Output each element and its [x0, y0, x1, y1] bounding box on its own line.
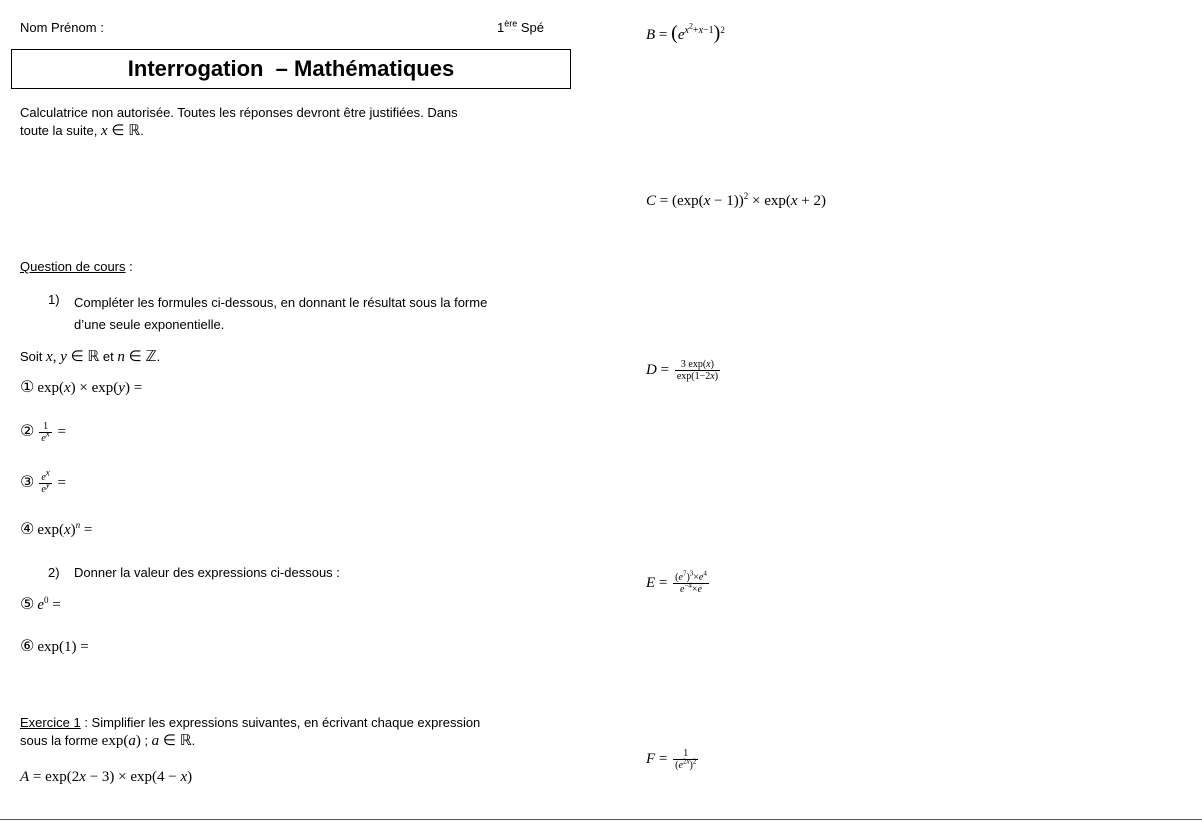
formula-item-4: ④ $\exp(x)^n$ =	[20, 519, 93, 538]
expression-b: $B = (e^{x^2+x-1})^2$	[646, 21, 725, 44]
q1-line-2: d’une seule exponentielle.	[74, 317, 225, 332]
intro-paragraph	[20, 104, 560, 140]
page-bottom-divider	[0, 819, 1202, 820]
formula-item-3: ③ $\frac{e^x}{e^y}$ =	[20, 467, 67, 496]
expression-e-label: E	[646, 574, 656, 591]
q2-text: Donner la valeur des expressions ci-dessous :	[74, 565, 340, 580]
circle-2-icon: ②	[20, 421, 35, 440]
q1-number: 1)	[48, 292, 60, 307]
intro-line-1: Calculatrice non autorisée. Toutes les réponses devront être justifiées. Dans	[20, 105, 458, 120]
expression-b-label: B	[646, 27, 656, 43]
circle-1-icon: ①	[20, 377, 35, 396]
formula-item-5: ⑤ $e^0$ =	[20, 594, 61, 613]
exercice1-paragraph	[20, 714, 560, 750]
expression-f: F = $\frac{1}{(e^{2x})^2}$	[646, 748, 697, 771]
expression-c-label: C	[646, 193, 657, 209]
formula-item-2: ② $\frac{1}{e^x}$ =	[20, 421, 67, 445]
soit-et: et	[99, 349, 118, 364]
class-number: 1	[497, 20, 505, 35]
expression-a-label: A	[20, 769, 30, 785]
class-text: Spé	[520, 20, 545, 35]
exercice1-line-2-sep: ;	[140, 733, 152, 748]
page-title	[11, 49, 571, 89]
expression-c: $C = (\exp(x - 1))^2 \times \exp(x + 2)$	[646, 191, 827, 209]
expression-e: E = $\frac{(e^7)^3\times e^4}{e^{-4}\times e}$	[646, 569, 707, 595]
class-label	[497, 20, 544, 35]
soit-text: Soit	[20, 349, 47, 364]
q2-number: 2)	[48, 565, 60, 580]
cours-heading	[20, 259, 133, 274]
expression-a: A = exp(2x − 3) × exp(4 − x)	[20, 769, 193, 785]
class-sup: ère	[504, 18, 518, 29]
name-label: Nom Prénom :	[20, 20, 104, 35]
exercice1-line-2-text: sous la forme	[20, 733, 102, 748]
expression-d-label: D	[646, 361, 657, 378]
circle-6-icon: ⑥	[20, 636, 35, 655]
exercice1-line-1	[20, 714, 560, 732]
formula-item-6: ⑥ exp(1) =	[20, 636, 89, 655]
expression-d: D = $\frac{3 \exp(x)}{\exp(1-2x)}$	[646, 359, 719, 382]
expression-f-label: F	[646, 750, 656, 767]
exercice1-heading: Exercice 1	[20, 715, 81, 730]
exercice1-line-2: sous la forme exp(a) ; a ∈ ℝ.	[20, 733, 196, 749]
cours-heading-text: Question de cours	[20, 259, 126, 274]
q1-text	[74, 292, 487, 336]
circle-3-icon: ③	[20, 472, 35, 491]
cours-heading-suffix: :	[125, 259, 133, 274]
exercice1-line-1-text: : Simplifier les expressions suivantes, en écrivant chaque expression	[80, 715, 481, 730]
circle-5-icon: ⑤	[20, 594, 35, 613]
q1-line-1: Compléter les formules ci-dessous, en donnant le résultat sous la forme	[74, 295, 488, 310]
intro-line-2: toute la suite, x ∈ ℝ.	[20, 123, 144, 139]
intro-line-2-text: toute la suite,	[20, 123, 101, 138]
soit-line: Soit x, y ∈ ℝ et n ∈ ℤ.	[20, 349, 161, 365]
formula-item-1: ① exp(x) × exp(y) =	[20, 377, 143, 396]
page-title-text: Interrogation – Mathématiques	[127, 56, 455, 81]
circle-4-icon: ④	[20, 519, 35, 538]
